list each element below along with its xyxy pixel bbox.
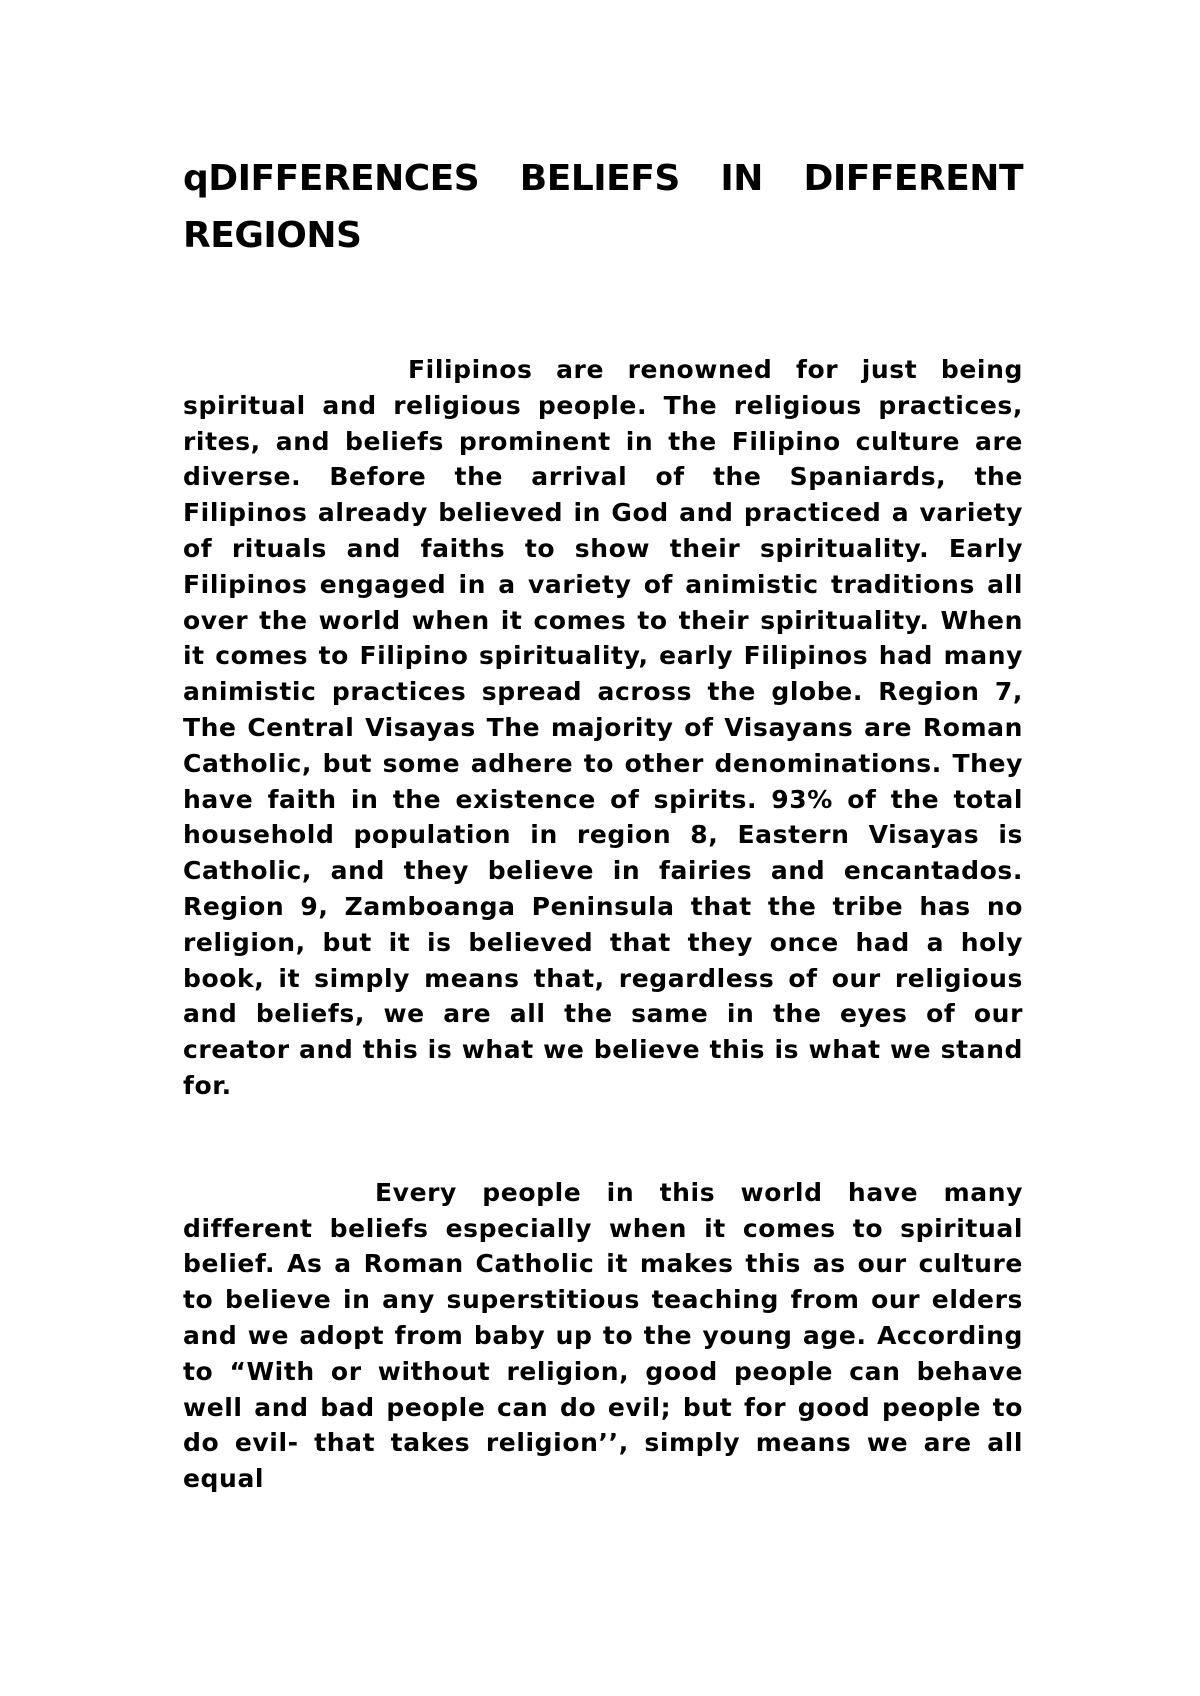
document-heading: qDIFFERENCES BELIEFS IN DIFFERENT REGIONS <box>183 158 1023 256</box>
document-body <box>183 150 1023 1497</box>
paragraph-1: Filipinos are renowned for just being spiritual and religious people. The religious practices, rites, and beliefs prominent in the Filipino culture are diverse. Before the arrival of the Spaniards, the Filipinos already believed in God and practiced a variety of rituals and faiths to show their spirituality. Early Filipinos engaged in a variety of animistic traditions all over the world when it comes to their spirituality. When it comes to Filipino spirituality, early Filipinos had many animistic practices spread across the globe. Region 7, The Central Visayas The majority of Visayans are Roman Catholic, but some adhere to other denominations. They have faith in the existence of spirits. 93% of the total household population in region 8, Eastern Visayas is Catholic, and they believe in fairies and encantados. Region 9, Zamboanga Peninsula that the tribe has no religion, but it is believed that they once had a holy book, it simply means that, regardless of our religious and beliefs, we are all the same in the eyes of our creator and this is what we believe this is what we stand for. <box>183 355 1023 1100</box>
paragraph-2: Every people in this world have many different beliefs especially when it comes to spiritual belief. As a Roman Catholic it makes this as our culture to believe in any superstitious teaching from our elders and we adopt from baby up to the young age. According to “With or without religion, good people can behave well and bad people can do evil; but for good people to do evil- that takes religion’’, simply means we are all equal <box>183 1177 1023 1494</box>
